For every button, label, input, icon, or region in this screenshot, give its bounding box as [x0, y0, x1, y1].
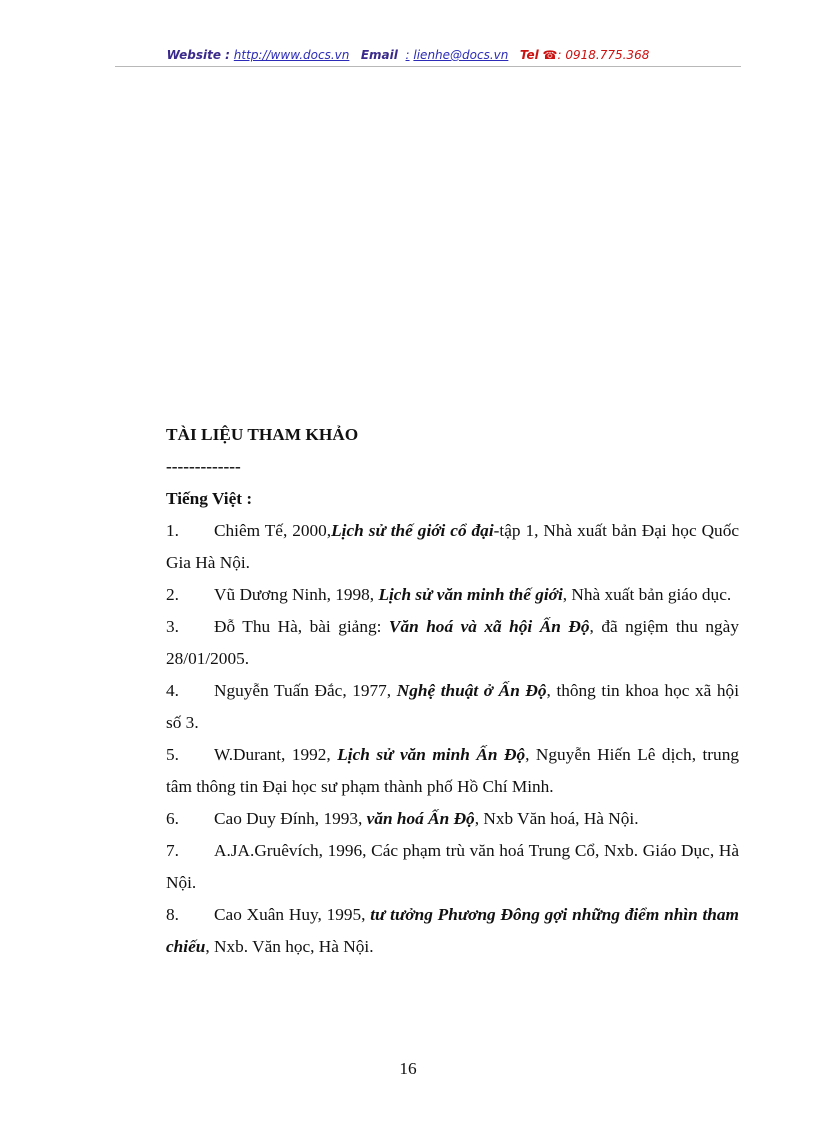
reference-rest: , thông tin khoa học xã hội số 3.: [166, 681, 739, 732]
reference-number: 2.: [166, 585, 179, 604]
phone-icon: ☎: [542, 48, 558, 62]
reference-rest: , Nguyễn Hiến Lê dịch, trung tâm thông tin Đại học sư phạm thành phố Hồ Chí Minh.: [166, 745, 739, 796]
tel-label: Tel: [519, 48, 539, 62]
reference-author: Cao Duy Đính, 1993,: [214, 809, 367, 828]
title-separator: -------------: [166, 457, 241, 476]
reference-number: 5.: [166, 745, 179, 764]
references-section: [116, 419, 739, 963]
reference-author: Vũ Dương Ninh, 1998,: [214, 585, 379, 604]
website-label: Website :: [166, 48, 230, 62]
reference-number: 1.: [166, 521, 179, 540]
reference-title: Nghệ thuật ở Ấn Độ: [396, 681, 547, 700]
reference-rest: , Nhà xuất bản giáo dục.: [562, 585, 732, 604]
reference-title: Lịch sử văn minh Ấn Độ: [337, 745, 526, 764]
reference-number: 6.: [166, 809, 179, 828]
reference-item: [116, 739, 739, 803]
reference-item: [116, 579, 739, 611]
reference-rest: , Nxb Văn hoá, Hà Nội.: [474, 809, 639, 828]
header-divider: [115, 66, 741, 67]
website-link[interactable]: http://www.docs.vn: [233, 48, 350, 62]
reference-item: [116, 835, 739, 899]
page-title: TÀI LIỆU THAM KHẢO: [166, 425, 359, 444]
reference-number: 4.: [166, 681, 179, 700]
reference-title: văn hoá Ấn Độ: [366, 809, 475, 828]
reference-rest: , đã ngiệm thu ngày 28/01/2005.: [166, 617, 739, 668]
reference-number: 3.: [166, 617, 179, 636]
email-label: Email: [360, 48, 398, 62]
reference-item: [116, 899, 739, 963]
page-number: 16: [399, 1059, 417, 1078]
reference-title: Lịch sử văn minh thế giới: [378, 585, 563, 604]
reference-number: 7.: [166, 841, 179, 860]
reference-author: A.JA.Gruêvích, 1996, Các phạm trù văn hoá Trung Cổ, Nxb. Giáo Dục, Hà Nội.: [166, 841, 739, 892]
reference-item: [116, 611, 739, 675]
reference-author: Đỗ Thu Hà, bài giảng:: [214, 617, 389, 636]
reference-author: Chiêm Tế, 2000,: [214, 521, 332, 540]
reference-author: Nguyễn Tuấn Đắc, 1977,: [214, 681, 397, 700]
page-header: [0, 47, 816, 63]
reference-item: [116, 515, 739, 579]
reference-item: [116, 675, 739, 739]
reference-author: W.Durant, 1992,: [214, 745, 338, 764]
subheading: Tiếng Việt :: [166, 489, 253, 508]
reference-title: Văn hoá và xã hội Ấn Độ: [388, 617, 590, 636]
reference-rest: , Nxb. Văn học, Hà Nội.: [205, 937, 374, 956]
reference-number: 8.: [166, 905, 179, 924]
reference-list: [116, 515, 739, 963]
reference-rest: -tập 1, Nhà xuất bản Đại học Quốc Gia Hà Nội.: [166, 521, 740, 572]
reference-item: [116, 803, 739, 835]
reference-author: Cao Xuân Huy, 1995,: [214, 905, 371, 924]
reference-title: Lịch sử thế giới cổ đại: [331, 521, 494, 540]
tel-number: : 0918.775.368: [557, 48, 650, 62]
reference-title: tư tưởng Phương Đông gợi những điểm nhìn tham chiếu: [166, 905, 739, 956]
email-separator: :: [405, 48, 410, 62]
email-link[interactable]: lienhe@docs.vn: [413, 48, 509, 62]
